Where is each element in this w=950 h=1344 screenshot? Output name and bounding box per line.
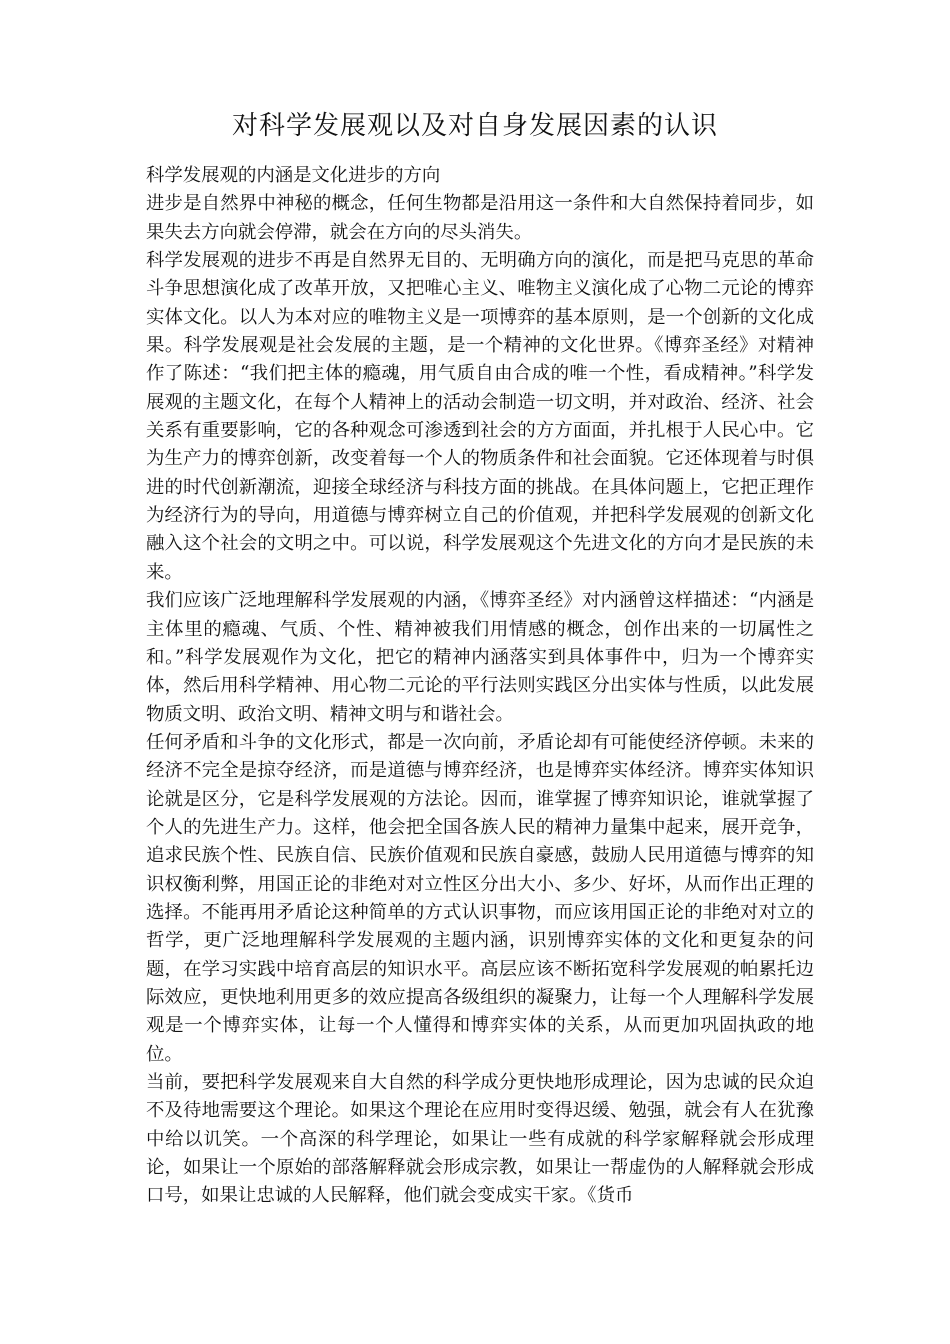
- paragraph: 任何矛盾和斗争的文化形式，都是一次向前，矛盾论却有可能使经济停顿。未来的经济不完全是掠夺经济，而是道德与博弈经济，也是博弈实体经济。博弈实体知识论就是区分，它是科学发展观的方法论。因而，谁掌握了博弈知识论，谁就掌握了个人的先进生产力。这样，他会把全国各族人民的精神力量集中起来，展开竞争，追求民族个性、民族自信、民族价值观和民族自豪感，鼓励人民用道德与博弈的知识权衡利弊，用国正论的非绝对对立性区分出大小、多少、好坏，从而作出正理的选择。不能再用矛盾论这种简单的方式认识事物，而应该用国正论的非绝对对立的哲学，更广泛地理解科学发展观的主题内涵，识别博弈实体的文化和更复杂的问题，在学习实践中培育高层的知识水平。高层应该不断拓宽科学发展观的帕累托边际效应，更快地利用更多的效应提高各级组织的凝聚力，让每一个人理解科学发展观是一个博弈实体，让每一个人懂得和博弈实体的关系，从而更加巩固执政的地位。: [146, 731, 814, 1065]
- paragraph-subheading: 科学发展观的内涵是文化进步的方向: [146, 165, 441, 186]
- document-title: 对科学发展观以及对自身发展因素的认识: [231, 111, 718, 141]
- paragraph: 科学发展观的进步不再是自然界无目的、无明确方向的演化，而是把马克思的革命斗争思想演化成了改革开放，又把唯心主义、唯物主义演化成了心物二元论的博弈实体文化。以人为本对应的唯物主义是一项博弈的基本原则，是一个创新的文化成果。科学发展观是社会发展的主题，是一个精神的文化世界。《博弈圣经》对精神作了陈述：“我们把主体的瘾魂，用气质自由合成的唯一个性，看成精神。”科学发展观的主题文化，在每个人精神上的活动会制造一切文明，并对政治、经济、社会关系有重要影响，它的各种观念可渗透到社会的方方面面，并扎根于人民心中。它为生产力的博弈创新，改变着每一个人的物质条件和社会面貌。它还体现着与时俱进的时代创新潮流，迎接全球经济与科技方面的挑战。在具体问题上，它把正理作为经济行为的导向，用道德与博弈树立自己的价值观，并把科学发展观的创新文化融入这个社会的文明之中。可以说，科学发展观这个先进文化的方向才是民族的未来。: [146, 250, 814, 583]
- paragraph: 当前，要把科学发展观来自大自然的科学成分更快地形成理论，因为忠诚的民众迫不及待地需要这个理论。如果这个理论在应用时变得迟缓、勉强，就会有人在犹豫中给以讥笑。一个高深的科学理论，如果让一些有成就的科学家解释就会形成理论，如果让一个原始的部落解释就会形成宗教，如果让一帮虚伪的人解释就会形成口号，如果让忠诚的人民解释，他们就会变成实干家。《货币: [146, 1072, 814, 1207]
- paragraph: 进步是自然界中神秘的概念，任何生物都是沿用这一条件和大自然保持着同步，如果失去方向就会停滞，就会在方向的尽头消失。: [146, 193, 814, 243]
- document-body: [146, 162, 814, 1211]
- paragraph: 我们应该广泛地理解科学发展观的内涵，《博弈圣经》对内涵曾这样描述：“内涵是主体里的瘾魂、气质、个性、精神被我们用情感的概念，创作出来的一切属性之和。”科学发展观作为文化，把它的精神内涵落实到具体事件中，归为一个博弈实体，然后用科学精神、用心物二元论的平行法则实践区分出实体与性质，以此发展物质文明、政治文明、精神文明与和谐社会。: [146, 590, 814, 725]
